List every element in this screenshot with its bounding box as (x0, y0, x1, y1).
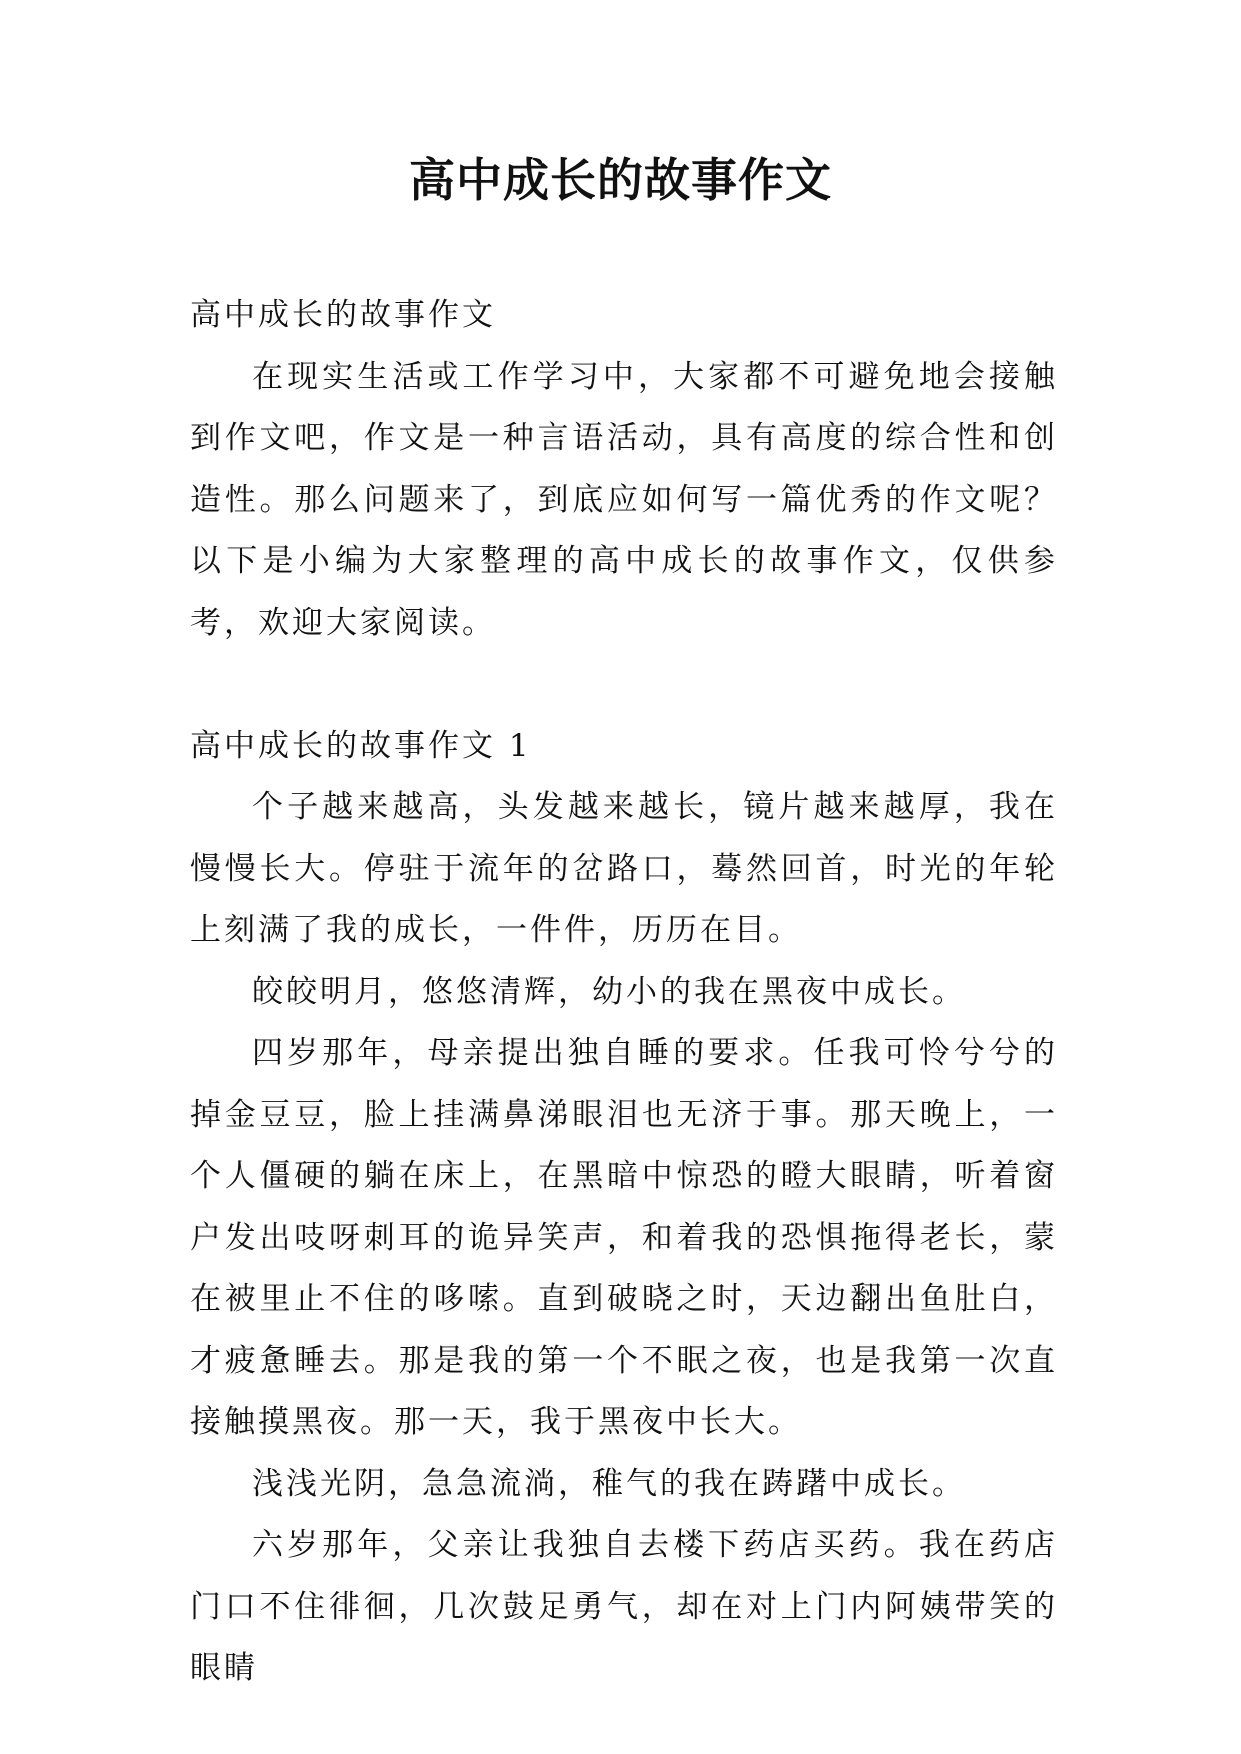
body-paragraph: 浅浅光阴，急急流淌，稚气的我在踌躇中成长。 (252, 1465, 966, 1502)
body-paragraph: 皎皎明月，悠悠清辉，幼小的我在黑夜中成长。 (252, 973, 966, 1010)
body-paragraph: 四岁那年，母亲提出独自睡的要求。任我可怜兮兮的掉金豆豆，脸上挂满鼻涕眼泪也无济于事。那天晚上，一个人僵硬的躺在床上，在黑暗中惊恐的瞪大眼睛，听着窗户发出吱呀刺耳的诡异笑声，和着我的恐惧拖得老长，蒙在被里止不住的哆嗦。直到破晓之时，天边翻出鱼肚白，才疲惫睡去。那是我的第一个不眠之夜，也是我第一次直接触摸黑夜。那一天，我于黑夜中长大。 (190, 1035, 1058, 1440)
document-title: 高中成长的故事作文 (409, 153, 832, 207)
document-subtitle: 高中成长的故事作文 (190, 297, 496, 333)
intro-paragraph: 在现实生活或工作学习中，大家都不可避免地会接触到作文吧，作文是一种言语活动，具有高度的综合性和创造性。那么问题来了，到底应如何写一篇优秀的作文呢？以下是小编为大家整理的高中成长的故事作文，仅供参考，欢迎大家阅读。 (190, 358, 1058, 641)
body-paragraph: 个子越来越高，头发越来越长，镜片越来越厚，我在慢慢长大。停驻于流年的岔路口，蓦然回首，时光的年轮上刻满了我的成长，一件件，历历在目。 (190, 789, 1058, 948)
section-heading: 高中成长的故事作文 1 (190, 727, 532, 764)
section-gap (190, 654, 1058, 716)
document-body (190, 285, 1058, 1700)
body-paragraph: 六岁那年，父亲让我独自去楼下药店买药。我在药店门口不住徘徊，几次鼓足勇气，却在对上门内阿姨带笑的眼睛 (190, 1527, 1058, 1686)
